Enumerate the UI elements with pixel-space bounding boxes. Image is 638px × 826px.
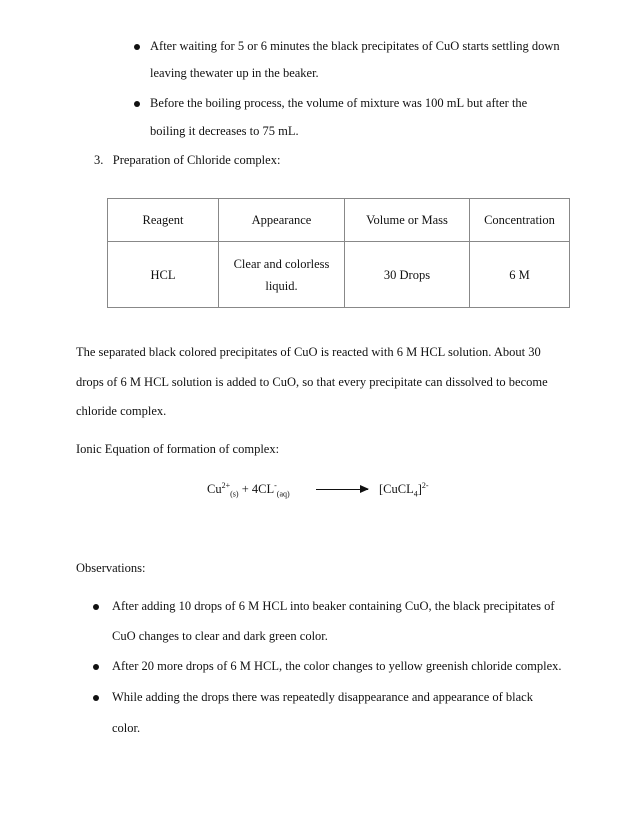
table-cell-concentration: 6 M	[470, 242, 570, 308]
observation-3-line2: color.	[112, 721, 141, 735]
paragraph-line2: drops of 6 M HCL solution is added to CuO, so that every precipitate can dissolved to become	[76, 375, 548, 389]
eq-cu-state: (s)	[230, 489, 239, 499]
eq-product-close: ]	[417, 482, 422, 497]
observations-heading: Observations:	[76, 561, 146, 575]
eq-cu-charge: 2+	[221, 481, 231, 490]
eq-cl-charge: -	[274, 481, 277, 490]
table-cell-volume: 30 Drops	[345, 242, 470, 308]
observation-1-line2: CuO changes to clear and dark green color.	[112, 629, 328, 643]
paragraph-line3: chloride complex.	[76, 404, 167, 418]
appearance-line1: Clear and colorless	[233, 256, 330, 271]
table-cell-appearance	[219, 242, 345, 308]
eq-plus: +	[241, 482, 249, 497]
ionic-heading: Ionic Equation of formation of complex:	[76, 442, 280, 456]
paragraph-line1: The separated black colored precipitates of CuO is reacted with 6 M HCL solution. About 30	[76, 345, 541, 359]
bullet-dot	[134, 44, 140, 50]
section-heading: 3. Preparation of Chloride complex:	[94, 153, 281, 167]
top-bullet-2-line2: boiling it decreases to 75 mL.	[150, 124, 299, 138]
bullet-dot	[93, 664, 99, 670]
observation-1-line1: After adding 10 drops of 6 M HCL into beaker containing CuO, the black precipitates of	[112, 599, 555, 613]
top-bullet-1-line1: After waiting for 5 or 6 minutes the black precipitates of CuO starts settling down	[150, 39, 560, 53]
observation-2-line1: After 20 more drops of 6 M HCL, the color changes to yellow greenish chloride complex.	[112, 659, 562, 673]
observation-3-line1: While adding the drops there was repeatedly disappearance and appearance of black	[112, 690, 533, 704]
eq-cl-state: (aq)	[276, 489, 290, 499]
bullet-dot	[93, 604, 99, 610]
equation-product	[379, 481, 429, 499]
table-header-volume: Volume or Mass	[345, 199, 470, 242]
top-bullet-1-line2: leaving thewater up in the beaker.	[150, 66, 319, 80]
table-header-reagent: Reagent	[108, 199, 219, 242]
appearance-line2: liquid.	[265, 278, 298, 293]
table-cell-reagent: HCL	[108, 242, 219, 308]
table-header-appearance: Appearance	[219, 199, 345, 242]
eq-product-open: [CuCL	[379, 482, 414, 497]
bullet-dot	[93, 695, 99, 701]
top-bullet-2-line1: Before the boiling process, the volume of mixture was 100 mL but after the	[150, 96, 528, 110]
eq-cu: Cu	[207, 482, 222, 497]
table-header-concentration: Concentration	[470, 199, 570, 242]
eq-product-sub: 4	[413, 489, 418, 499]
eq-cl: 4CL	[251, 482, 275, 497]
eq-product-charge: 2-	[421, 481, 429, 490]
bullet-dot	[134, 101, 140, 107]
reagent-table	[107, 198, 570, 308]
equation-reactants	[207, 481, 290, 499]
reaction-arrow	[316, 489, 368, 490]
